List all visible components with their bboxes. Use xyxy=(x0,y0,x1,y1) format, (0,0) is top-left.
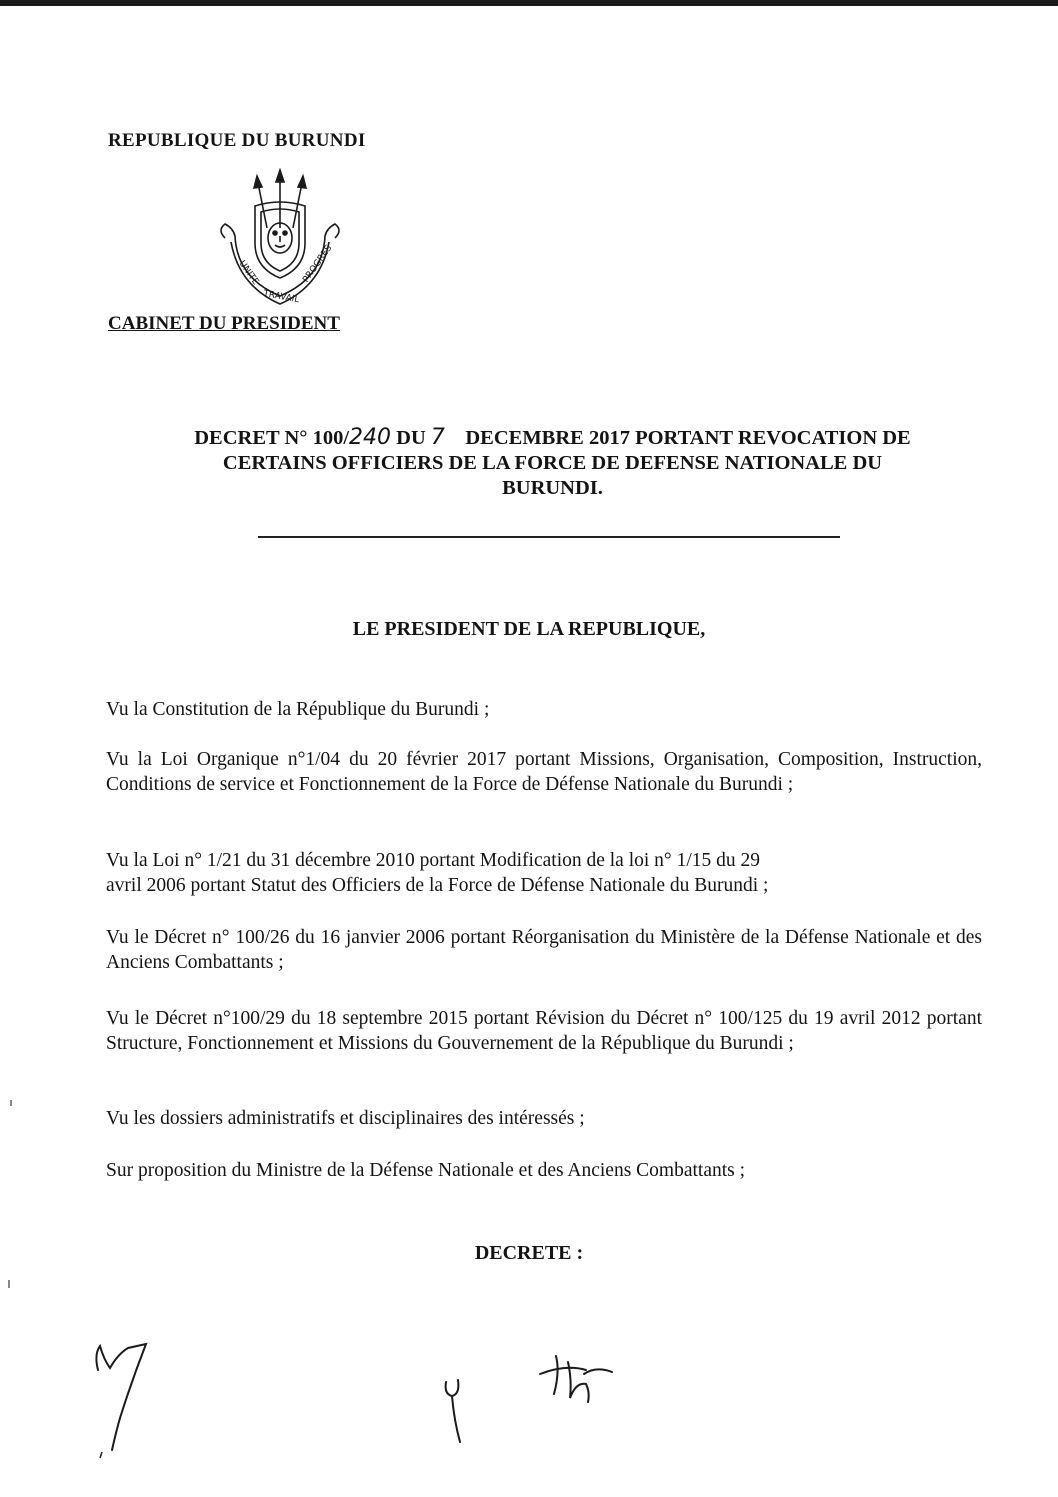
visa-loi-organique: Vu la Loi Organique n°1/04 du 20 février 2017 portant Missions, Organisation, Composition, Instruction, Conditions de service et Fonctionnement de la Force de Défense Nationale du Burundi ; xyxy=(106,749,982,795)
initials-signature-1 xyxy=(88,1340,158,1460)
handwritten-decree-number: 240 xyxy=(349,425,392,450)
scan-mark xyxy=(8,1280,10,1288)
header-office: CABINET DU PRESIDENT xyxy=(108,313,340,334)
decree-title-line-1: DECRET N° 100/240 DU 7 DECEMBRE 2017 PORTANT REVOCATION DE xyxy=(194,425,911,450)
visa-loi-statut-line-1: Vu la Loi n° 1/21 du 31 décembre 2010 portant Modification de la loi n° 1/15 du 29 xyxy=(106,850,761,871)
initials-signature-2 xyxy=(438,1372,478,1452)
handwritten-day: 7 xyxy=(430,425,445,450)
decree-title-line-3: BURUNDI. xyxy=(502,477,603,499)
visa-decret-reorganisation: Vu le Décret n° 100/26 du 16 janvier 2006 portant Réorganisation du Ministère de la Défense Nationale et des Anciens Combattants ; xyxy=(106,927,982,973)
scan-mark xyxy=(10,1100,12,1106)
visa-dossiers: Vu les dossiers administratifs et disciplinaires des intéressés ; xyxy=(106,1108,585,1129)
header-country: REPUBLIQUE DU BURUNDI xyxy=(108,130,366,151)
visa-decret-revision: Vu le Décret n°100/29 du 18 septembre 2015 portant Révision du Décret n° 100/125 du 19 avril 2012 portant Structure, Fonctionnement et Missions du Gouvernement de la République du Burundi ; xyxy=(106,1008,982,1054)
initials-signature-3 xyxy=(536,1352,616,1412)
visa-constitution: Vu la Constitution de la République du Burundi ; xyxy=(106,699,490,720)
svg-text:TRAVAIL: TRAVAIL xyxy=(262,289,301,306)
title-underline-rule xyxy=(258,536,840,538)
visa-loi-statut-line-2: avril 2006 portant Statut des Officiers de la Force de Défense Nationale du Burundi ; xyxy=(106,875,769,896)
scan-top-border xyxy=(0,0,1058,6)
visa-proposition: Sur proposition du Ministre de la Défense Nationale et des Anciens Combattants ; xyxy=(106,1160,746,1181)
coat-of-arms-icon xyxy=(205,168,355,318)
svg-text:UNITE: UNITE xyxy=(236,258,261,287)
decree-title xyxy=(110,425,995,501)
decrete-heading: DECRETE : xyxy=(474,1242,584,1264)
svg-text:PROGRES: PROGRES xyxy=(301,243,335,285)
decree-title-line-2: CERTAINS OFFICIERS DE LA FORCE DE DEFENSE NATIONALE DU xyxy=(222,452,883,474)
preamble-heading: LE PRESIDENT DE LA REPUBLIQUE, xyxy=(352,618,706,640)
